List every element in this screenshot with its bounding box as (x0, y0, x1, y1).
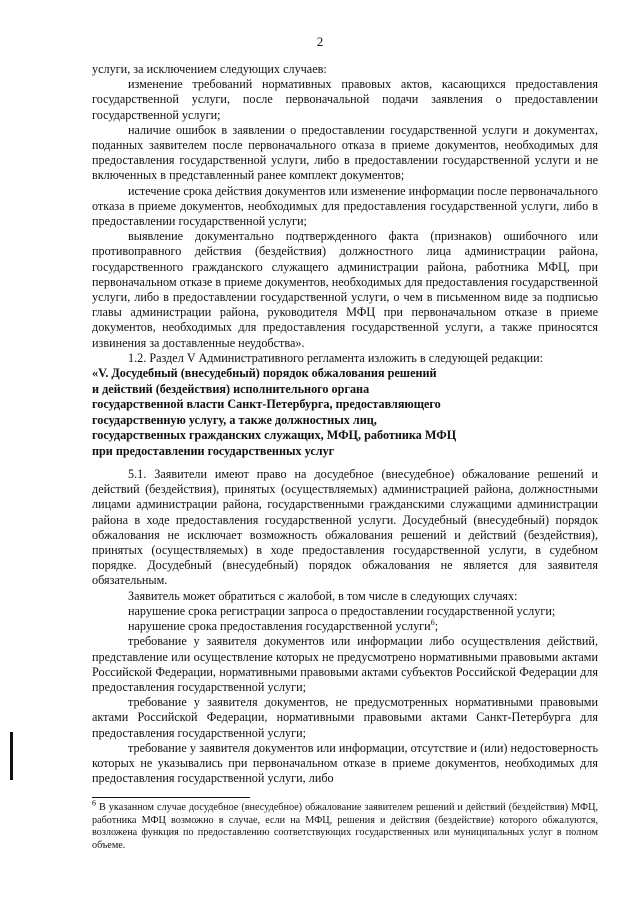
section-5-1-paragraph: 5.1. Заявители имеют право на досудебное (внесудебное) обжалование решений и действий (бездействия), принятых (осуществляемых) администрацией района, должностными лицами администрации района, государственными гражданскими служащими администрации района в ходе предоставления государственной услуги. Досудебный (внесудебный) порядок обжалования не исключает возможность обжалования решений и действий (бездействия), принятых (осуществляемых) в ходе предоставления государственной услуги, в судебном порядке. Досудебный (внесудебный) порядок обжалования не является для заявителя обязательным. (92, 467, 598, 588)
complaint-case-end: ; (434, 619, 439, 634)
heading-line: государственной власти Санкт-Петербурга, предоставляющего (92, 397, 441, 412)
footnote-ref[interactable]: 6 (430, 618, 435, 628)
complaint-case: требование у заявителя документов или информации либо осуществления действий, представление или осуществление которых не предусмотрено нормативными правовыми актами Российской Федерации, нормативными правовыми актами субъектов Российской Федерации для предоставления государственной услуги; (92, 634, 598, 694)
document-body (92, 62, 598, 786)
heading-line: при предоставлении государственных услуг (92, 443, 335, 458)
section-heading (92, 366, 598, 459)
page-number: 2 (316, 34, 324, 49)
lead-text: услуги, за исключением следующих случаев: (92, 62, 327, 76)
complaint-case: требование у заявителя документов или информации, отсутствие и (или) недостоверность которых не указывались при первоначальном отказе в приеме документов, необходимых для предоставления государственной услуги, либо (92, 740, 598, 786)
complaint-case: нарушение срока регистрации запроса о предоставлении государственной услуги; (128, 603, 556, 618)
complaint-case: требование у заявителя документов, не предусмотренных нормативными правовыми актами Российской Федерации, нормативными правовыми актами Санкт-Петербурга для предоставления государственной услуги; (92, 695, 598, 740)
heading-line: государственную услугу, а также должностных лиц, (92, 412, 377, 427)
footnote-divider (92, 797, 250, 798)
heading-line: государственных гражданских служащих, МФЦ, работника МФЦ (92, 428, 457, 443)
heading-line: и действий (бездействия) исполнительного органа (92, 381, 370, 396)
complaint-case (92, 619, 598, 634)
scan-margin-mark (10, 732, 13, 780)
case-paragraph: изменение требований нормативных правовых актов, касающихся предоставления государственной услуги, после первоначальной подачи заявления о предоставлении государственной услуги; (92, 77, 598, 122)
case-paragraph: выявление документально подтвержденного факта (признаков) ошибочного или противоправного действия (бездействия) должностного лица администрации района, государственного гражданского служащего администрации района, работника МФЦ, при первоначальном отказе в приеме документов, необходимых для предоставления государственной услуги, либо в предоставлении государственной услуги, о чем в письменном виде за подписью главы администрации района, руководителя МФЦ при первоначальном отказе в приеме документов, необходимых для предоставления государственной услуги, а также приносятся извинения за доставленные неудобства». (92, 229, 598, 350)
case-paragraph: наличие ошибок в заявлении о предоставлении государственной услуги и документах, поданных заявителем после первоначального отказа в приеме документов, необходимых для предоставления государственной услуги, либо в предоставлении государственной услуги и не включенных в представленный ранее комплект документов; (92, 122, 598, 183)
footnote (92, 798, 598, 852)
footnote-text: В указанном случае досудебное (внесудебное) обжалование заявителем решений и действий (бездействия) МФЦ, работника МФЦ возможно в случае, если на МФЦ, решения и действия (бездействие) которого обжалуются, возложена функция по предоставлению соответствующих государственных или муниципальных услуг в полном объеме. (92, 802, 598, 851)
case-paragraph: истечение срока действия документов или изменение информации после первоначального отказа в приеме документов, необходимых для предоставления государственной услуги, либо в предоставлении государственной услуги; (92, 183, 598, 229)
footnote-marker: 6 (92, 798, 96, 808)
amendment-paragraph: 1.2. Раздел V Административного регламента изложить в следующей редакции: (128, 350, 544, 365)
complaint-case-text: нарушение срока предоставления государственной услуги (128, 619, 431, 634)
spacer (92, 459, 598, 467)
heading-line: «V. Досудебный (внесудебный) порядок обжалования решений (92, 366, 437, 381)
complaint-intro: Заявитель может обратиться с жалобой, в том числе в следующих случаях: (128, 588, 518, 603)
